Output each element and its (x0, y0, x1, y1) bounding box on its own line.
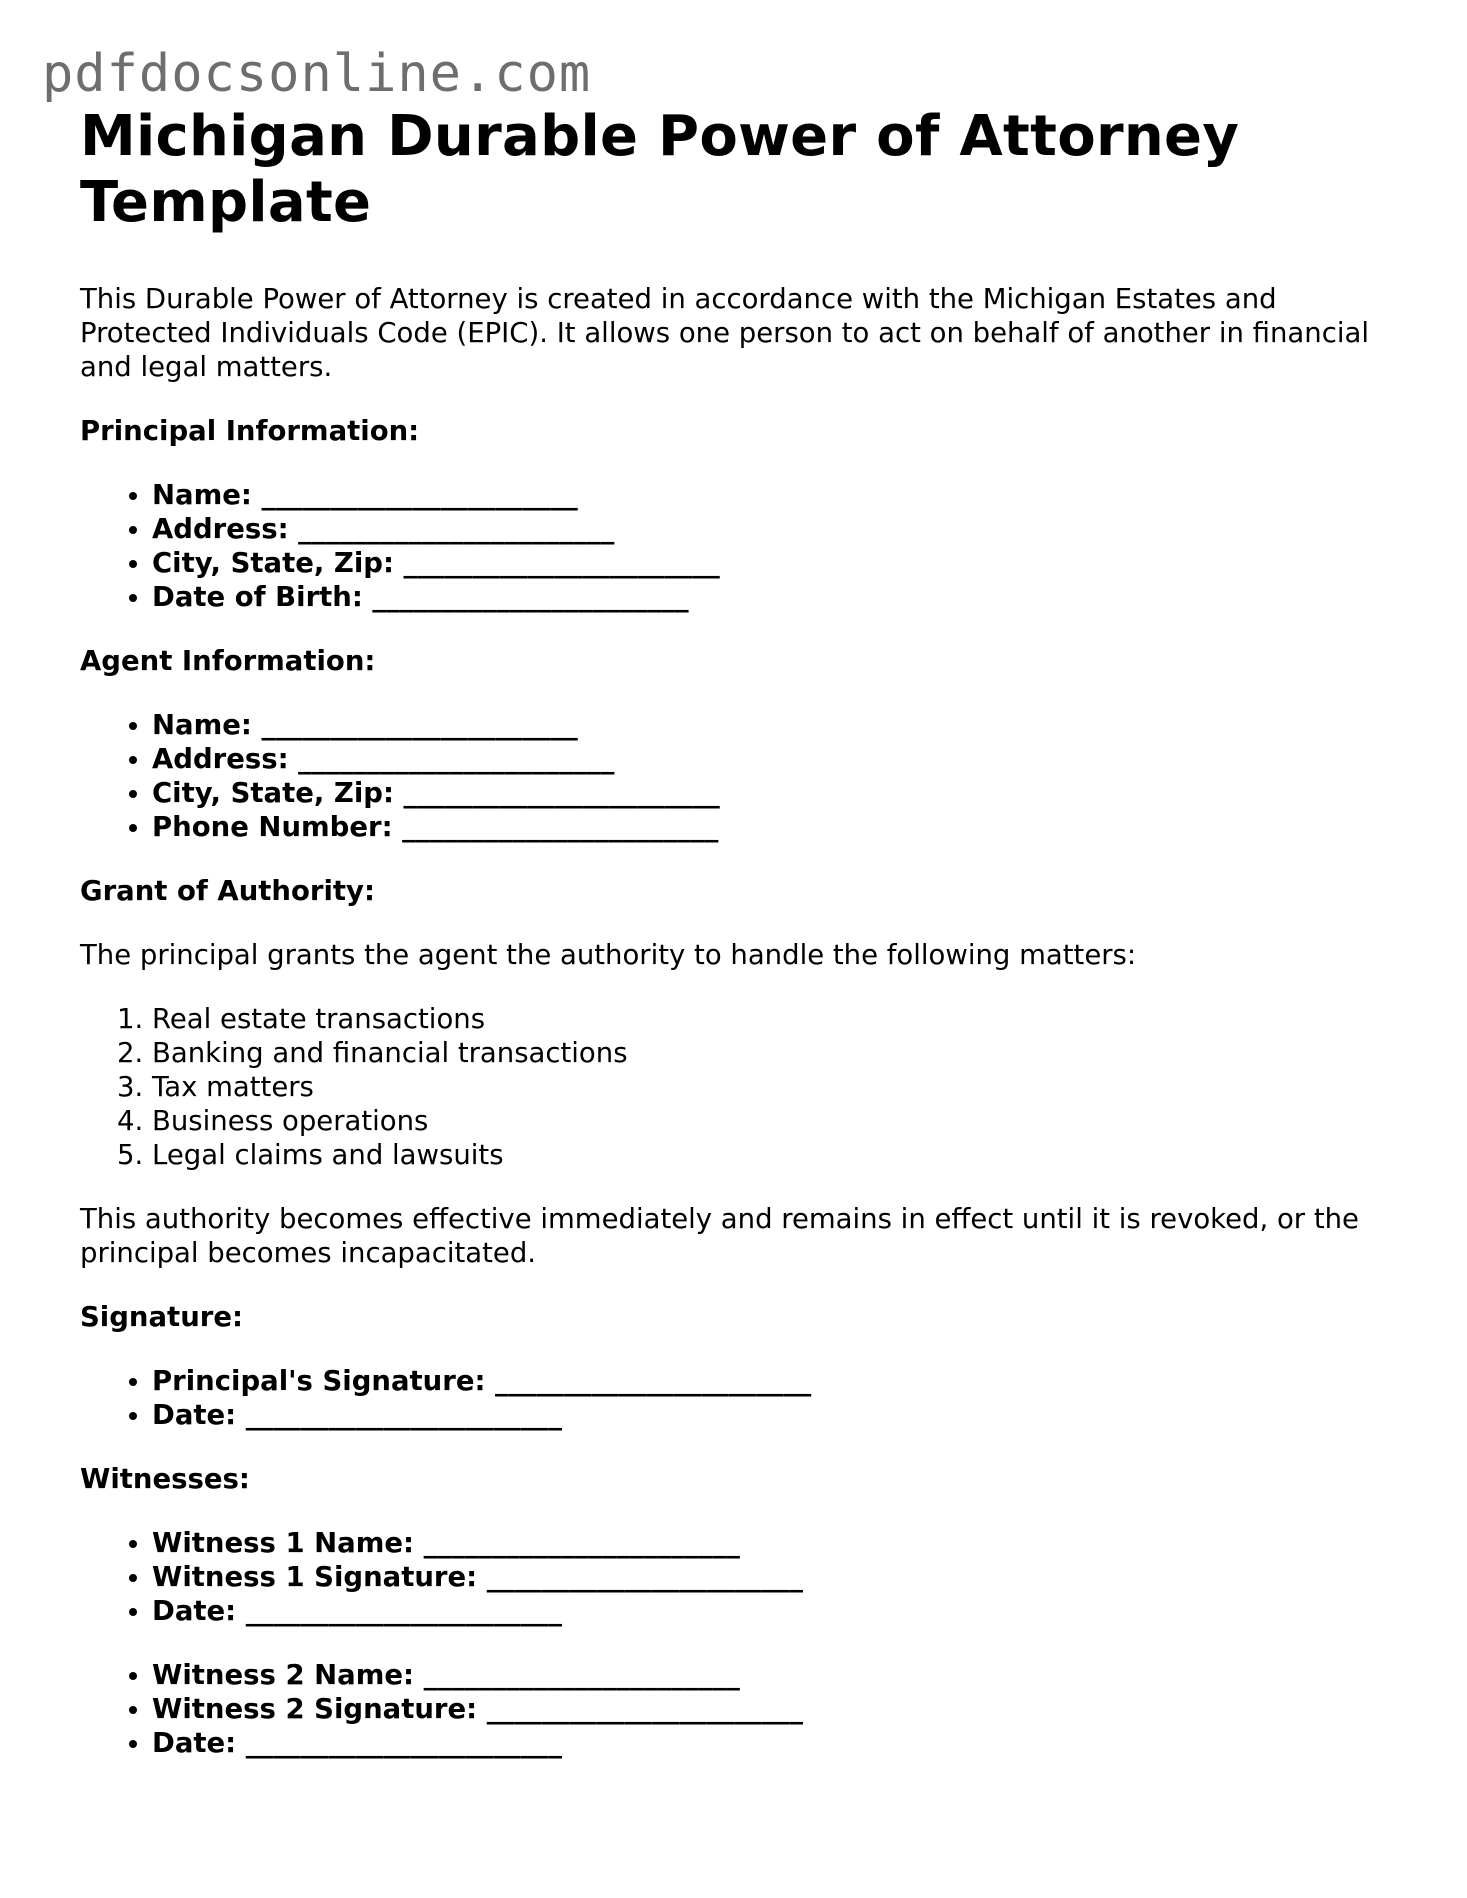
witness1-fields (80, 1526, 1400, 1628)
principal-dob-field: • Date of Birth: _______________________ (152, 580, 1400, 614)
witness2-date-field: • Date: _______________________ (152, 1726, 1400, 1760)
document-title: Michigan Durable Power of Attorney Template (80, 104, 1240, 235)
principal-fields (80, 478, 1400, 614)
document-page (80, 104, 1400, 1760)
witness2-signature-field: • Witness 2 Signature: _______________________ (152, 1692, 1400, 1726)
agent-city-state-zip-field: • City, State, Zip: _______________________ (152, 776, 1400, 810)
agent-fields (80, 708, 1400, 844)
witness1-date-field: • Date: _______________________ (152, 1594, 1400, 1628)
witness2-name-field: • Witness 2 Name: _______________________ (152, 1658, 1400, 1692)
principal-signature-field: • Principal's Signature: _______________________ (152, 1364, 1400, 1398)
witnesses-heading: Witnesses: (80, 1463, 250, 1495)
principal-name-field: • Name: _______________________ (152, 478, 1400, 512)
agent-heading: Agent Information: (80, 645, 376, 677)
principal-heading: Principal Information: (80, 415, 420, 447)
signature-date-field: • Date: _______________________ (152, 1398, 1400, 1432)
authority-item: 3. Tax matters (152, 1070, 1400, 1104)
authority-item: 1. Real estate transactions (152, 1002, 1400, 1036)
grant-lead: The principal grants the agent the authority to handle the following matters: (80, 939, 1137, 971)
authority-item: 5. Legal claims and lawsuits (152, 1138, 1400, 1172)
grant-heading: Grant of Authority: (80, 875, 375, 907)
signature-fields (80, 1364, 1400, 1432)
site-watermark: pdfdocsonline.com (42, 44, 592, 104)
intro-paragraph: This Durable Power of Attorney is created in accordance with the Michigan Estates and Protected Individuals Code (EPIC). It allows one person to act on behalf of another in financial and legal matters. (80, 283, 1369, 383)
principal-address-field: • Address: _______________________ (152, 512, 1400, 546)
witness1-name-field: • Witness 1 Name: _______________________ (152, 1526, 1400, 1560)
agent-name-field: • Name: _______________________ (152, 708, 1400, 742)
authority-list (80, 1002, 1400, 1172)
witness2-fields (80, 1658, 1400, 1760)
signature-heading: Signature: (80, 1301, 243, 1333)
effect-paragraph: This authority becomes effective immediately and remains in effect until it is revoked, or the principal becomes incapacitated. (80, 1203, 1359, 1269)
authority-item: 4. Business operations (152, 1104, 1400, 1138)
agent-address-field: • Address: _______________________ (152, 742, 1400, 776)
agent-phone-field: • Phone Number: _______________________ (152, 810, 1400, 844)
principal-city-state-zip-field: • City, State, Zip: _______________________ (152, 546, 1400, 580)
authority-item: 2. Banking and financial transactions (152, 1036, 1400, 1070)
witness1-signature-field: • Witness 1 Signature: _______________________ (152, 1560, 1400, 1594)
